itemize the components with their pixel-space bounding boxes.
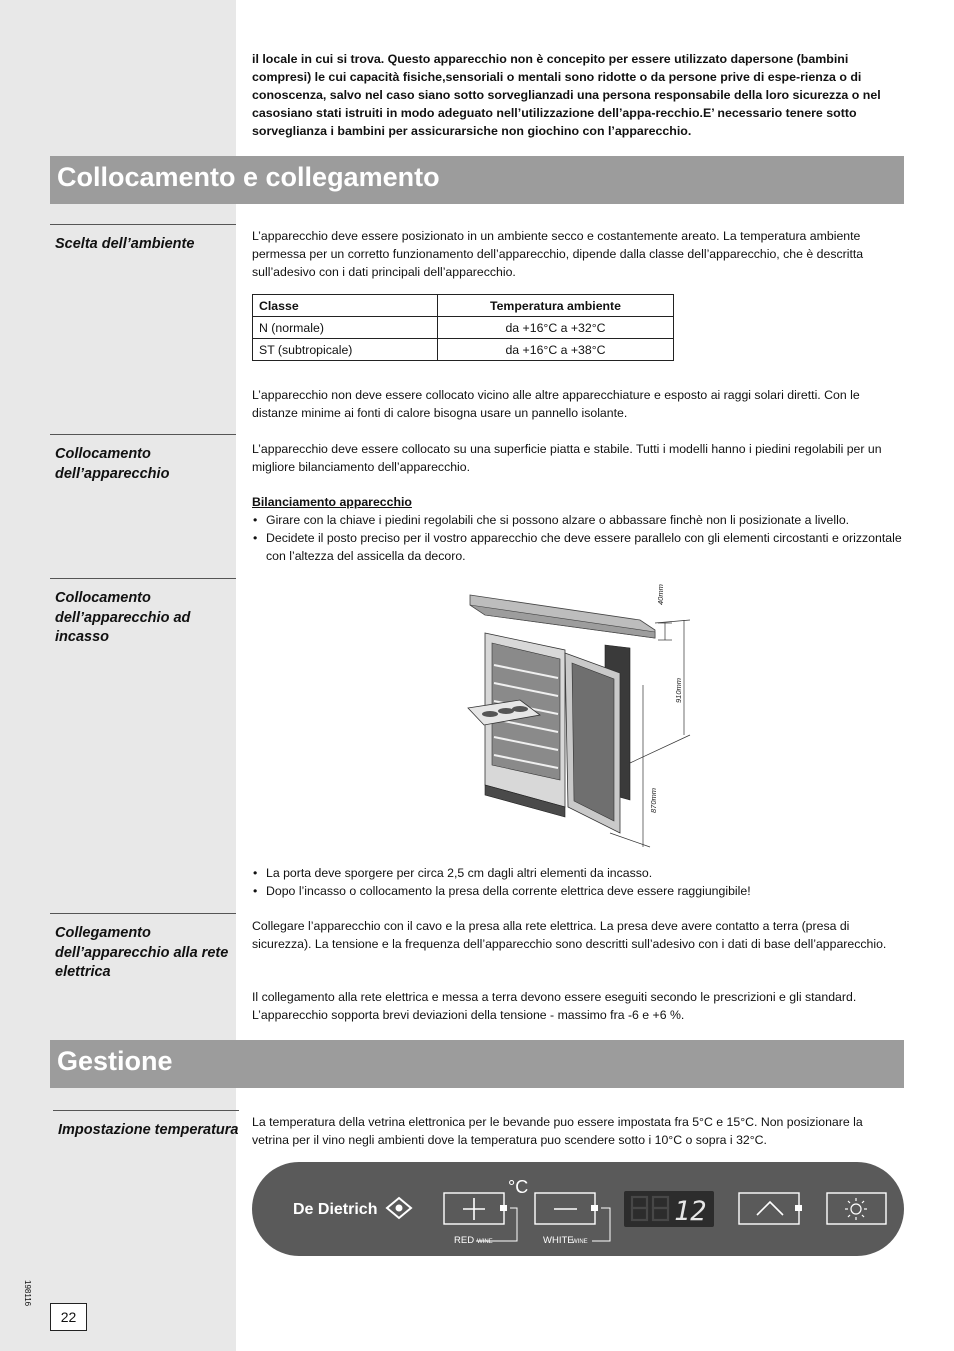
light-icon bbox=[845, 1198, 867, 1220]
side-heading-label: Collegamento dell’apparecchio alla rete elettrica bbox=[55, 925, 229, 980]
up-button-indicator bbox=[795, 1205, 802, 1211]
dim-label-870mm: 870mm bbox=[649, 787, 658, 813]
up-button bbox=[739, 1193, 799, 1224]
intro-paragraph: il locale in cui si trova. Questo apparecchio non è concepito per essere utilizzato dapersone (bambini compresi) le cui capacità fisiche,sensoriali o mentali sono ridotte o da persone prive di espe-rienza o di conoscenza, salvo nel caso siano sotto sorveglianzadi una persona responsabile della loro sicurezza o nel casosiano stati istruiti in modo adeguato nell’utilizzazione dell’appa-recchio.E’ necessario tenere sotto sorveglianza i bambini per assicurarsiche non giochino con l’apparecchio. bbox=[252, 52, 881, 138]
table-cell: ST (subtropicale) bbox=[253, 339, 438, 361]
wine-label-white: WINE bbox=[572, 1239, 588, 1245]
section-title: Gestione bbox=[57, 1046, 173, 1076]
list-item: • Decidete il posto preciso per il vostro apparecchio che deve essere parallelo con gli elementi circostanti e orizzontale con l’altezza del assicella da decoro. bbox=[252, 529, 902, 565]
rete-paragraph-2: Il collegamento alla rete elettrica e messa a terra devono essere eseguiti secondo le prescrizioni e gli standard. L’apparecchio sopporta brevi deviazioni della tensione - massimo fra -6 e +6 %. bbox=[252, 990, 857, 1022]
bilanciamento-list bbox=[252, 511, 902, 565]
table-cell: da +16°C a +38°C bbox=[438, 339, 674, 361]
table-header-row bbox=[253, 295, 674, 317]
scelta-paragraph: L’apparecchio deve essere posizionato in un ambiente secco e costantemente areato. La temperatura ambiente permessa per un corretto funzionamento dell’apparecchio, dipende dalla classe dell’apparecchio, che è descritta sull’adesivo con i dati principali dell’apparecchio. bbox=[252, 229, 864, 279]
white-wine-label: WHITE bbox=[543, 1235, 574, 1246]
side-heading-collocamento bbox=[50, 434, 236, 484]
side-heading-scelta bbox=[50, 224, 236, 255]
side-heading-label: Impostazione temperatura bbox=[58, 1122, 239, 1138]
list-item: • Dopo l’incasso o collocamento la presa della corrente elettrica deve essere raggiungibile! bbox=[252, 882, 902, 900]
incasso-list bbox=[252, 864, 902, 900]
incasso-notes bbox=[252, 864, 902, 900]
bilanciamento-title: Bilanciamento apparecchio bbox=[252, 495, 412, 509]
side-heading-incasso bbox=[50, 578, 236, 648]
collocamento-paragraph: L’apparecchio deve essere collocato su una superficie piatta e stabile. Tutti i modelli hanno i piedini regolabili per un migliore bilanciamento dell’apparecchio. bbox=[252, 442, 882, 474]
plus-icon bbox=[463, 1198, 485, 1220]
dim-label-910mm: 910mm bbox=[674, 677, 683, 703]
chevron-up-icon bbox=[757, 1202, 783, 1215]
brand-diamond-icon bbox=[387, 1198, 411, 1218]
display-value: 12 bbox=[674, 1196, 707, 1227]
table-row bbox=[253, 317, 674, 339]
table-header: Temperatura ambiente bbox=[438, 295, 674, 317]
rete-paragraph: Collegare l’apparecchio con il cavo e la presa alla rete elettrica. La presa deve avere contatto a terra (presa di sicurezza). La tensione e la frequenza dell’apparecchio sono descritti sull’adesivo con i dati di base dell’apparecchio. bbox=[252, 919, 887, 951]
section-band-gestione bbox=[50, 1040, 904, 1088]
document-id: 198116 bbox=[23, 1280, 32, 1307]
section-title: Collocamento e collegamento bbox=[57, 162, 440, 192]
side-heading-label: Collocamento dell’apparecchio bbox=[55, 446, 170, 482]
temperatura-paragraph: La temperatura della vetrina elettronica per le bevande puo essere impostata fra 5°C e 15°C. Non posizionare la vetrina per il vino negli ambienti dove la temperatura puo scendere sotto i 10°C o sopra i 32°C. bbox=[252, 1115, 863, 1147]
side-heading-rete bbox=[50, 913, 236, 983]
wine-label: WINE bbox=[477, 1239, 493, 1245]
side-heading-label: Collocamento dell’apparecchio ad incasso bbox=[55, 590, 191, 645]
section-band-collocamento bbox=[50, 156, 904, 204]
list-item: • Girare con la chiave i piedini regolabili che si possono alzare o abbassare finchè non li posizionate a livello. bbox=[252, 511, 902, 529]
red-wine-label: RED bbox=[454, 1235, 475, 1246]
installation-diagram bbox=[460, 575, 700, 860]
table-cell: N (normale) bbox=[253, 317, 438, 339]
class-table bbox=[252, 294, 674, 361]
page-number: 22 bbox=[50, 1303, 87, 1331]
list-item: • La porta deve sporgere per circa 2,5 cm dagli altri elementi da incasso. bbox=[252, 864, 902, 882]
plus-button-indicator bbox=[500, 1205, 507, 1211]
control-panel-drawing bbox=[252, 1162, 904, 1256]
table-header: Classe bbox=[253, 295, 438, 317]
side-heading-temperatura bbox=[53, 1110, 239, 1141]
celsius-unit: °C bbox=[508, 1177, 529, 1197]
side-heading-label: Scelta dell’ambiente bbox=[55, 236, 195, 252]
brand-logo-text: De Dietrich bbox=[293, 1201, 378, 1218]
table-row bbox=[253, 339, 674, 361]
bilanciamento-block bbox=[252, 493, 902, 565]
scelta-paragraph-2: L’apparecchio non deve essere collocato vicino alle altre apparecchiature e esposto ai raggi solari diretti. Con le distanze minime ai fonti di calore bisogna usare un pannello isolante. bbox=[252, 388, 860, 420]
table-cell: da +16°C a +32°C bbox=[438, 317, 674, 339]
minus-button-indicator bbox=[591, 1205, 598, 1211]
control-panel-illustration bbox=[252, 1162, 904, 1256]
dim-label-40mm: 40mm bbox=[656, 584, 665, 605]
